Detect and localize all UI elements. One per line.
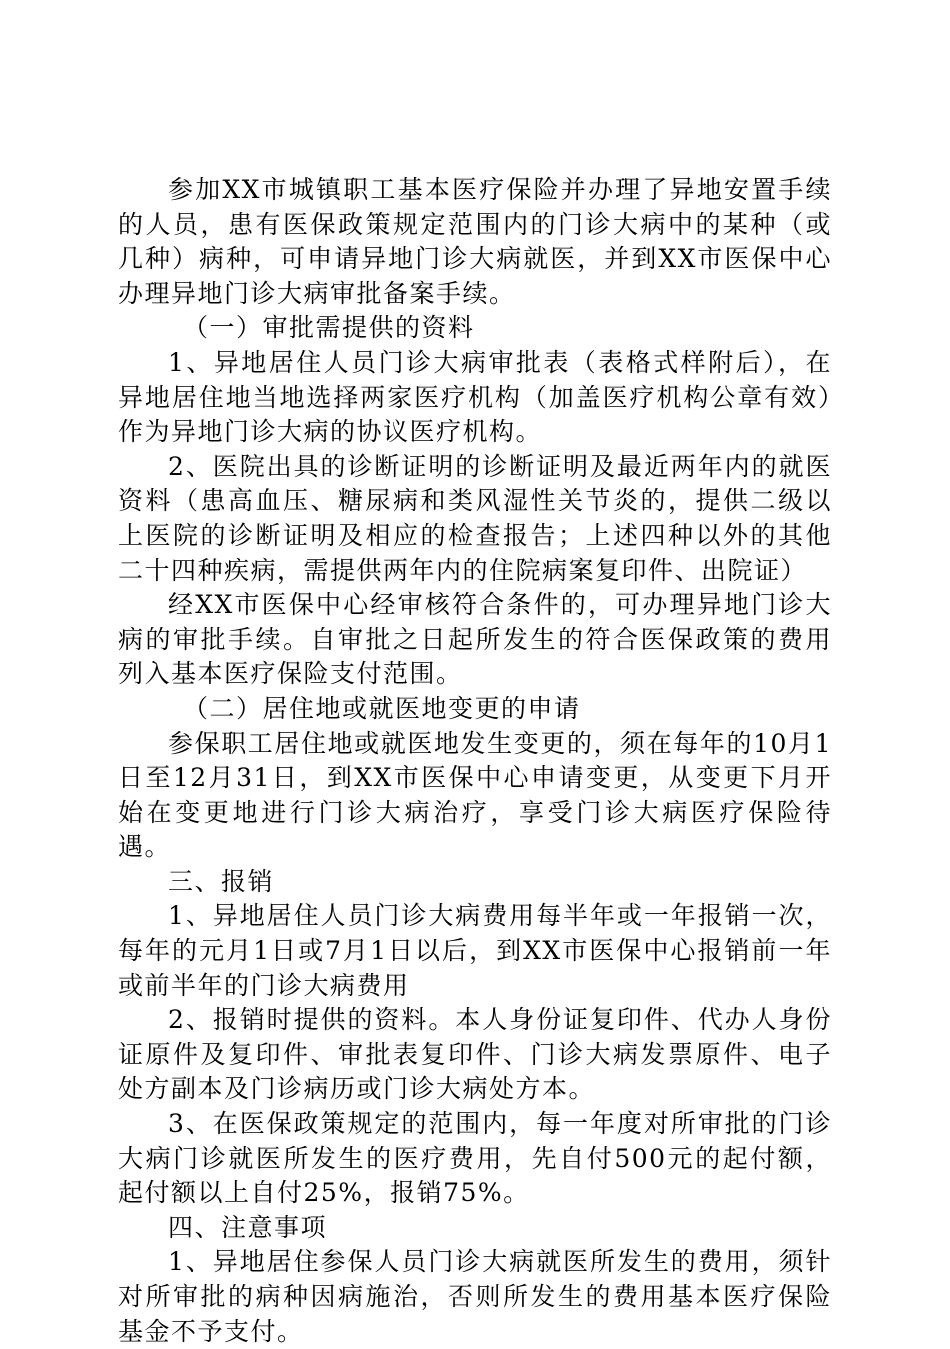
section-heading-change: （二）居住地或就医地变更的申请 bbox=[183, 693, 581, 723]
paragraph-approval: 经XX市医保中心经审核符合条件的，可办理异地门诊大病的审批手续。自审批之日起所发生的符合医保政策的费用列入基本医疗保险支付范围。 bbox=[118, 590, 832, 689]
paragraph-change: 参保职工居住地或就医地发生变更的，须在每年的10月1日至12月31日，到XX市医保中心申请变更，从变更下月开始在变更地进行门诊大病治疗，享受门诊大病医疗保险待遇。 bbox=[118, 728, 832, 862]
section-heading-materials: （一）审批需提供的资料 bbox=[183, 313, 475, 343]
paragraph-reimburse-3: 3、在医保政策规定的范围内，每一年度对所审批的门诊大病门诊就医所发生的医疗费用，先自付500元的起付额，起付额以上自付25%，报销75%。 bbox=[118, 1109, 832, 1208]
section-heading-reimbursement: 三、报销 bbox=[168, 866, 275, 896]
paragraph-reimburse-2: 2、报销时提供的资料。本人身份证复印件、代办人身份证原件及复印件、审批表复印件、门诊大病发票原件、电子处方副本及门诊病历或门诊大病处方本。 bbox=[118, 1005, 832, 1104]
paragraph-material-1: 1、异地居住人员门诊大病审批表（表格式样附后），在异地居住地当地选择两家医疗机构（加盖医疗机构公章有效）作为异地门诊大病的协议医疗机构。 bbox=[118, 347, 832, 447]
document-body bbox=[118, 173, 832, 1349]
section-heading-notes: 四、注意事项 bbox=[168, 1212, 328, 1242]
paragraph-reimburse-1: 1、异地居住人员门诊大病费用每半年或一年报销一次，每年的元月1日或7月1日以后，到XX市医保中心报销前一年或前半年的门诊大病费用 bbox=[118, 901, 832, 1000]
paragraph-material-2: 2、医院出具的诊断证明的诊断证明及最近两年内的就医资料（患高血压、糖尿病和类风湿性关节炎的，提供二级以上医院的诊断证明及相应的检查报告；上述四种以外的其他二十四种疾病，需提供两年内的住院病案复印件、出院证） bbox=[118, 451, 832, 585]
paragraph-note-1: 1、异地居住参保人员门诊大病就医所发生的费用，须针对所审批的病种因病施治，否则所发生的费用基本医疗保险基金不予支付。 bbox=[118, 1247, 832, 1346]
paragraph-intro: 参加XX市城镇职工基本医疗保险并办理了异地安置手续的人员，患有医保政策规定范围内的门诊大病中的某种（或几种）病种，可申请异地门诊大病就医，并到XX市医保中心办理异地门诊大病审批备案手续。 bbox=[118, 175, 832, 308]
